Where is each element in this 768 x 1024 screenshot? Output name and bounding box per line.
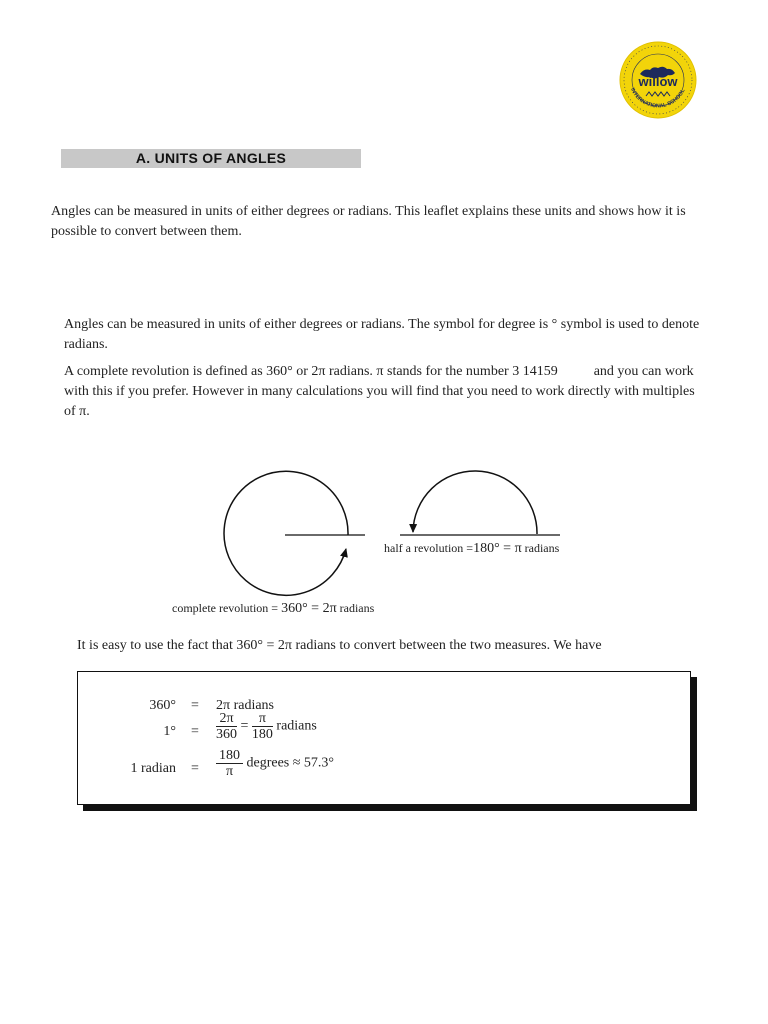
fraction-2pi-over-360 — [216, 711, 237, 742]
full-revolution-arc — [224, 471, 348, 595]
revolution-text-a: A complete revolution is defined as 360° or 2π radians. π stands for the number 3 14159 — [64, 364, 558, 379]
eq2-equals: = — [191, 724, 199, 739]
frac-denominator: 180 — [251, 727, 273, 742]
eq2-mid-equals: = — [240, 718, 249, 734]
logo-word: willow — [638, 74, 678, 89]
revolution-diagram — [160, 455, 620, 625]
eq2-rhs — [216, 711, 317, 742]
fraction-180-over-pi — [216, 748, 243, 779]
half-label-math: 180° = π — [473, 541, 522, 556]
eq2-unit: radians — [276, 718, 317, 734]
eq3-rhs — [216, 748, 334, 779]
eq1-lhs: 360° — [149, 698, 176, 713]
degree-symbol-paragraph: Angles can be measured in units of either degrees or radians. The symbol for degree is ° symbol is used to denote radians. — [64, 317, 700, 352]
eq1-rhs: 2π radians — [216, 698, 274, 713]
school-logo — [618, 40, 698, 120]
half-revolution-label — [384, 541, 559, 557]
frac-numerator: π — [252, 711, 273, 727]
eq1-equals: = — [191, 698, 199, 713]
revolution-text-b: and you can work with this if you prefer. However in many calculations you will find that you need to work directly with multiples of π. — [64, 364, 695, 419]
revolution-paragraph — [64, 362, 704, 422]
frac-denominator: π — [225, 764, 234, 779]
section-title: A. UNITS OF ANGLES — [61, 149, 361, 168]
full-label-text: complete revolution = — [172, 601, 279, 615]
conversion-paragraph: It is easy to use the fact that 360° = 2π radians to convert between the two measures. We have — [77, 638, 602, 653]
eq3-tail: degrees ≈ 57.3° — [246, 755, 335, 771]
eq2-lhs: 1° — [163, 724, 176, 739]
eq3-lhs: 1 radian — [130, 761, 176, 776]
full-revolution-label — [172, 601, 374, 617]
full-label-unit: radians — [339, 601, 375, 615]
logo-ring-text: INTERNATIONAL SCHOOL — [629, 87, 687, 110]
conversion-box — [77, 671, 691, 805]
intro-paragraph: Angles can be measured in units of either degrees or radians. This leaflet explains these units and shows how it is possible to convert between them. — [51, 204, 686, 239]
frac-numerator: 2π — [216, 711, 237, 727]
half-label-text: half a revolution = — [384, 541, 474, 555]
fraction-pi-over-180 — [252, 711, 273, 742]
frac-denominator: 360 — [216, 727, 237, 742]
eq3-equals: = — [191, 761, 199, 776]
full-label-math: 360° = 2π — [281, 601, 337, 616]
frac-numerator: 180 — [216, 748, 243, 764]
half-label-unit: radians — [524, 541, 560, 555]
half-revolution-arc — [413, 471, 537, 534]
